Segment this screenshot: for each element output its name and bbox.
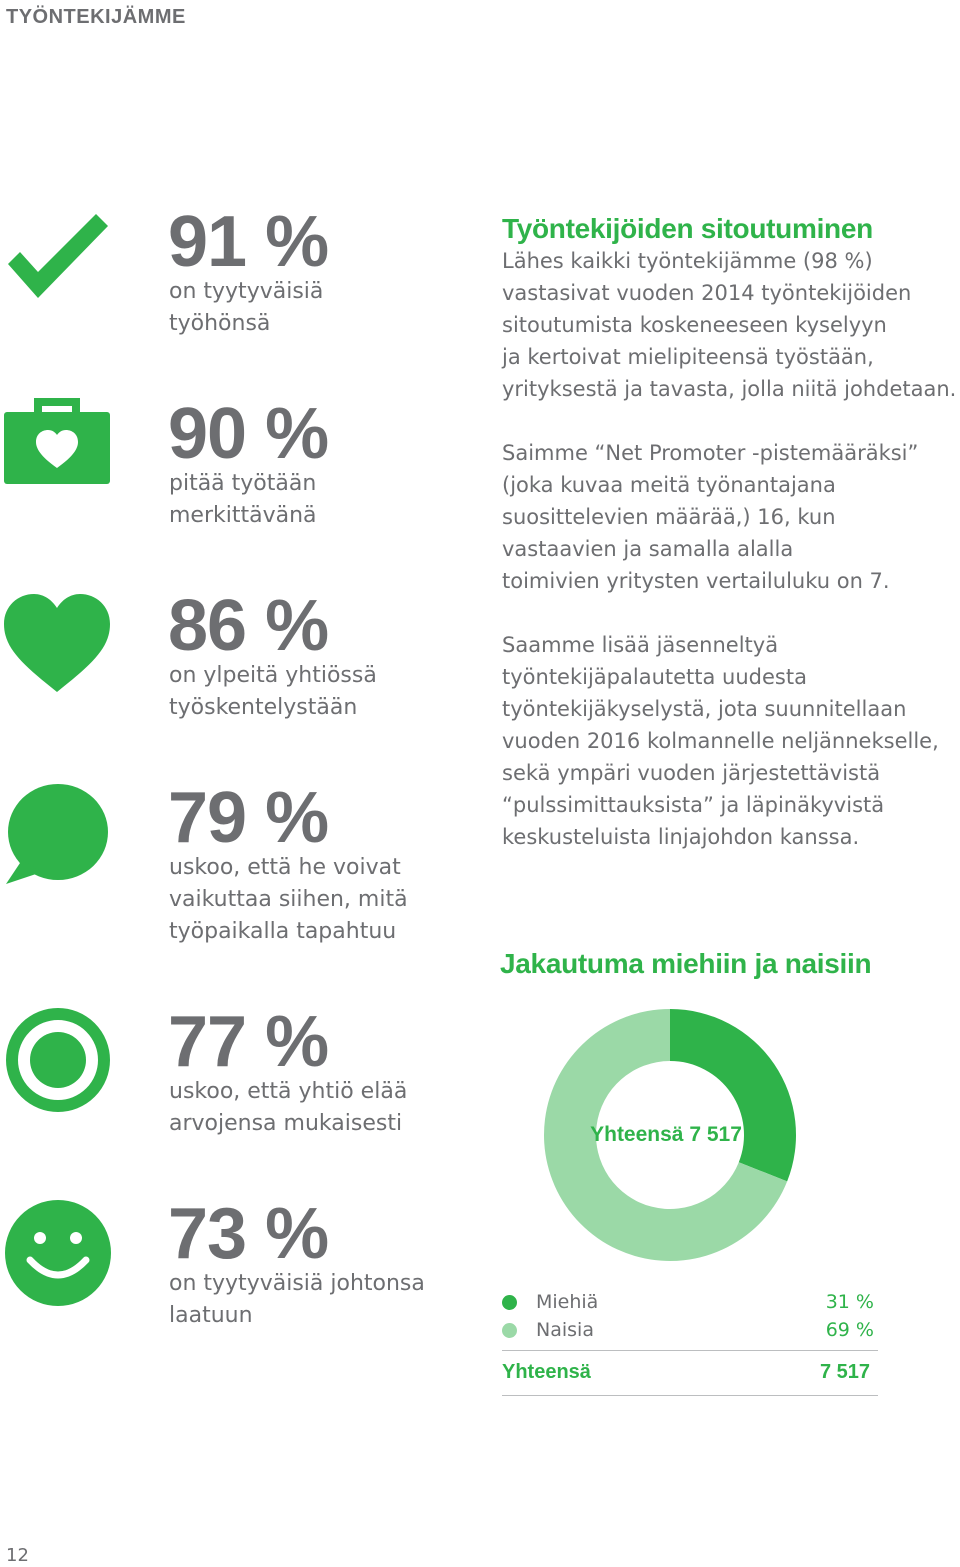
- engagement-heading: Työntekijöiden sitoutuminen: [502, 213, 873, 244]
- stat-description: pitää työtään merkittävänä: [169, 471, 317, 528]
- legend-label: Miehiä: [536, 1291, 599, 1313]
- stat-value: 79 %: [168, 778, 329, 858]
- stat-value: 91 %: [168, 202, 329, 282]
- stat-description: on ylpeitä yhtiössä työskentelystään: [169, 663, 377, 720]
- stat-value: 86 %: [168, 586, 329, 666]
- stat-description: uskoo, että he voivat vaikuttaa siihen, mitä työpaikalla tapahtuu: [169, 855, 408, 944]
- donut-slice-men: [670, 1009, 796, 1181]
- stat-description: on tyytyväisiä työhönsä: [169, 279, 324, 336]
- chart-title: Jakautuma miehiin ja naisiin: [500, 948, 872, 979]
- chart-legend: [502, 1288, 878, 1344]
- engagement-section: [502, 213, 960, 853]
- legend-dot-icon: [502, 1323, 517, 1338]
- stat-description: on tyytyväisiä johtonsa laatuun: [169, 1271, 425, 1328]
- stat-description: uskoo, että yhtiö elää arvojensa mukaisesti: [169, 1079, 408, 1136]
- engagement-paragraph: Lähes kaikki työntekijämme (98 %) vastasivat vuoden 2014 työntekijöiden sitoutumista koskeneeseen kyselyyn ja kertoivat mielipiteensä työstään, yrityksestä ja tavasta, jolla niitä johdetaan.: [502, 249, 957, 401]
- section-title: TYÖNTEKIJÄMME: [6, 6, 186, 28]
- legend-item-women: [502, 1316, 878, 1344]
- total-label: Yhteensä: [502, 1361, 591, 1383]
- engagement-paragraph: Saamme lisää jäsenneltyä työntekijäpalautetta uudesta työntekijäkyselystä, jota suunnitellaan vuoden 2016 kolmannelle neljännekselle, sekä ympäri vuoden järjestettävistä “pulssimittauksista” ja läpinäkyvistä keskusteluista linjajohdon kanssa.: [502, 633, 939, 849]
- total-row: [502, 1350, 878, 1396]
- stat-item: [0, 394, 480, 568]
- stat-item: [0, 202, 480, 376]
- stat-value: 77 %: [168, 1002, 329, 1082]
- stat-item: [0, 1002, 480, 1176]
- stat-item: [0, 1194, 480, 1368]
- stat-value: 90 %: [168, 394, 329, 474]
- legend-value: 69 %: [825, 1319, 874, 1341]
- heart-icon: [2, 592, 112, 702]
- stat-item: [0, 778, 480, 952]
- legend-label: Naisia: [536, 1319, 594, 1341]
- stat-value: 73 %: [168, 1194, 329, 1274]
- donut-center-label: Yhteensä 7 517: [590, 1123, 742, 1146]
- briefcase-heart-icon: [2, 396, 112, 506]
- total-value: 7 517: [819, 1361, 870, 1383]
- engagement-paragraph: Saimme “Net Promoter -pistemääräksi” (joka kuvaa meitä työnantajana suosittelevien määrää,) 16, kun vastaavien ja samalla alalla toimivien yritysten vertailuluku on 7.: [502, 441, 919, 593]
- legend-value: 31 %: [825, 1291, 874, 1313]
- smiley-icon: [2, 1198, 112, 1308]
- gender-donut-chart: [540, 1005, 800, 1265]
- legend-dot-icon: [502, 1295, 517, 1310]
- speech-bubble-icon: [2, 782, 112, 892]
- page-number: 12: [6, 1545, 29, 1566]
- stat-item: [0, 586, 480, 760]
- check-icon: [2, 210, 112, 320]
- target-icon: [2, 1006, 112, 1116]
- legend-item-men: [502, 1288, 878, 1316]
